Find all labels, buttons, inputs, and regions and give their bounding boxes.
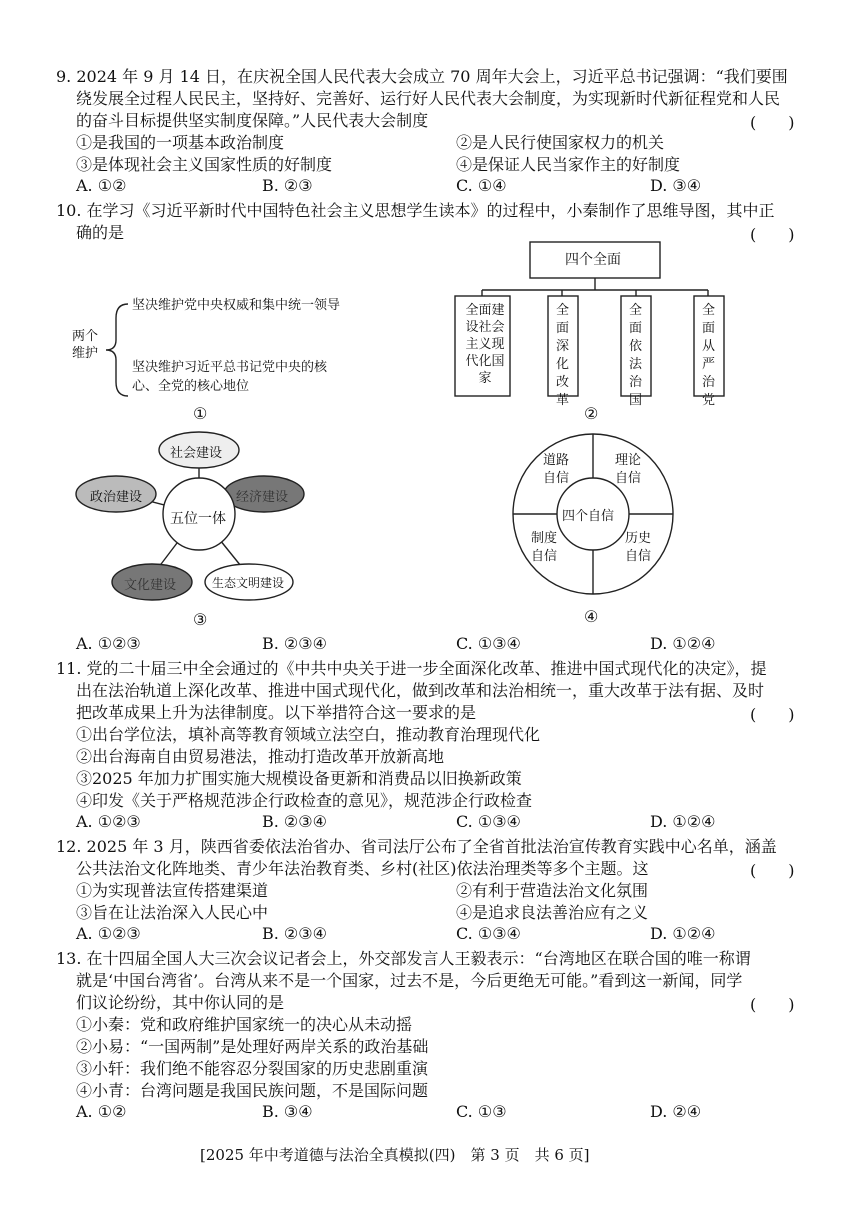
q9-option-b: B. ②③	[262, 176, 313, 195]
q9-item-1: ①是我国的一项基本政治制度	[76, 133, 285, 152]
q10-answer-paren: ( )	[750, 225, 795, 244]
q9-item-3: ③是体现社会主义国家性质的好制度	[76, 155, 333, 174]
q12-option-c: C. ①③④	[456, 924, 521, 943]
q9-item-4: ④是保证人民当家作主的好制度	[456, 155, 681, 174]
d4-history: 历史自信	[624, 531, 651, 564]
d2-number: ②	[584, 404, 599, 423]
q13-answer-paren: ( )	[750, 995, 795, 1014]
q13-option-a: A. ①②	[76, 1102, 127, 1121]
q10-option-d: D. ①②④	[650, 634, 716, 653]
d2-child-2: 全面深化改革	[556, 303, 570, 408]
q11-option-a: A. ①②③	[76, 812, 141, 831]
d4-theory: 理论自信	[614, 453, 641, 486]
q9-line-1: 9. 2024 年 9 月 14 日，在庆祝全国人民代表大会成立 70 周年大会上，习近平总书记强调：“我们要围	[56, 67, 788, 86]
q9-option-a: A. ①②	[76, 176, 127, 195]
q9-option-c: C. ①④	[456, 176, 507, 195]
d2-root: 四个全面	[565, 252, 621, 268]
q10-option-a: A. ①②③	[76, 634, 141, 653]
q11-option-b: B. ②③④	[262, 812, 327, 831]
q11-item-4: ④印发《关于严格规范涉企行政检查的意见》，规范涉企行政检查	[76, 791, 533, 810]
q11-line-1: 11. 党的二十届三中全会通过的《中共中央关于进一步全面深化改革、推进中国式现代化的决定》，提	[56, 659, 767, 678]
q13-line-2: 就是‘中国台湾省’。台湾从来不是一个国家，过去不是，今后更绝无可能。”看到这一新闻，同学	[76, 971, 743, 990]
q13-option-b: B. ③④	[262, 1102, 313, 1121]
q11-item-3: ③2025 年加力扩围实施大规模设备更新和消费品以旧换新政策	[76, 769, 522, 788]
d1-number: ①	[193, 404, 208, 423]
q13-item-3: ③小轩：我们绝不能容忍分裂国家的历史悲剧重演	[76, 1059, 429, 1078]
q11-option-d: D. ①②④	[650, 812, 716, 831]
d2-child-1: 全面建设社会主义现代化国家	[465, 303, 505, 386]
d1-branch-2: 坚决维护习近平总书记党中央的核心、全党的核心地位	[132, 360, 328, 394]
d3-node-society: 社会建设	[170, 446, 223, 461]
q10-line-1: 10. 在学习《习近平新时代中国特色社会主义思想学生读本》的过程中，小秦制作了思维导图，其中正	[56, 201, 775, 220]
d1-root: 两个维护	[72, 329, 99, 361]
d3-node-ecology: 生态文明建设	[212, 576, 285, 590]
d3-node-economy: 经济建设	[236, 490, 289, 505]
q11-line-3: 把改革成果上升为法律制度。以下举措符合这一要求的是	[76, 703, 477, 722]
q9-line-3: 的奋斗目标提供坚实制度保障。”人民代表大会制度	[76, 111, 429, 130]
q9-line-2: 绕发展全过程人民民主，坚持好、完善好、运行好人民代表大会制度，为实现新时代新征程党和人民	[76, 89, 781, 108]
q12-option-a: A. ①②③	[76, 924, 141, 943]
d4-center: 四个自信	[562, 509, 615, 524]
d3-node-politics: 政治建设	[90, 490, 143, 505]
q11-item-1: ①出台学位法，填补高等教育领域立法空白，推动教育治理现代化	[76, 725, 541, 744]
q9-option-d: D. ③④	[650, 176, 702, 195]
q13-item-1: ①小秦：党和政府维护国家统一的决心从未动摇	[76, 1015, 413, 1034]
q13-item-4: ④小青：台湾问题是我国民族问题，不是国际问题	[76, 1081, 429, 1100]
q11-line-2: 出在法治轨道上深化改革、推进中国式现代化，做到改革和法治相统一，重大改革于法有据、及时	[76, 681, 765, 700]
q12-item-4: ④是追求良法善治应有之义	[456, 903, 649, 922]
d2-child-3: 全面依法治国	[629, 303, 643, 408]
page-footer: [2025 年中考道德与法治全真模拟(四) 第 3 页 共 6 页]	[200, 1146, 590, 1164]
q13-item-2: ②小易：“一国两制”是处理好两岸关系的政治基础	[76, 1037, 429, 1056]
q11-option-c: C. ①③④	[456, 812, 521, 831]
q13-option-c: C. ①③	[456, 1102, 507, 1121]
q11-item-2: ②出台海南自由贸易港法，推动打造改革开放新高地	[76, 747, 445, 766]
q13-option-d: D. ②④	[650, 1102, 702, 1121]
q12-item-2: ②有利于营造法治文化氛围	[456, 881, 649, 900]
q13-line-1: 13. 在十四届全国人大三次会议记者会上，外交部发言人王毅表示：“台湾地区在联合国的唯一称谓	[56, 949, 751, 968]
q12-option-b: B. ②③④	[262, 924, 327, 943]
d4-road: 道路自信	[542, 453, 569, 486]
q11-answer-paren: ( )	[750, 705, 795, 724]
q9-answer-paren: ( )	[750, 113, 795, 132]
q10-option-c: C. ①③④	[456, 634, 521, 653]
q12-answer-paren: ( )	[750, 861, 795, 880]
d3-center: 五位一体	[170, 511, 226, 527]
q12-line-1: 12. 2025 年 3 月，陕西省委依法治省办、省司法厅公布了全省首批法治宣传教育实践中心名单，涵盖	[56, 837, 777, 856]
q12-item-1: ①为实现普法宣传搭建渠道	[76, 881, 269, 900]
d3-number: ③	[193, 610, 208, 629]
d1-branch-1: 坚决维护党中央权威和集中统一领导	[132, 298, 341, 313]
q12-item-3: ③旨在让法治深入人民心中	[76, 903, 269, 922]
d4-number: ④	[584, 607, 599, 626]
diagram-two-safeguards	[70, 290, 360, 425]
d4-system: 制度自信	[530, 531, 557, 564]
q12-option-d: D. ①②④	[650, 924, 716, 943]
d2-child-4: 全面从严治党	[702, 303, 716, 408]
q10-line-2: 确的是	[76, 223, 125, 242]
d3-node-culture: 文化建设	[124, 578, 177, 593]
d1-brace	[104, 300, 132, 400]
q10-option-b: B. ②③④	[262, 634, 327, 653]
q12-line-2: 公共法治文化阵地类、青少年法治教育类、乡村(社区)依法治理类等多个主题。这	[76, 859, 649, 878]
q9-item-2: ②是人民行使国家权力的机关	[456, 133, 665, 152]
q13-line-3: 们议论纷纷，其中你认同的是	[76, 993, 285, 1012]
